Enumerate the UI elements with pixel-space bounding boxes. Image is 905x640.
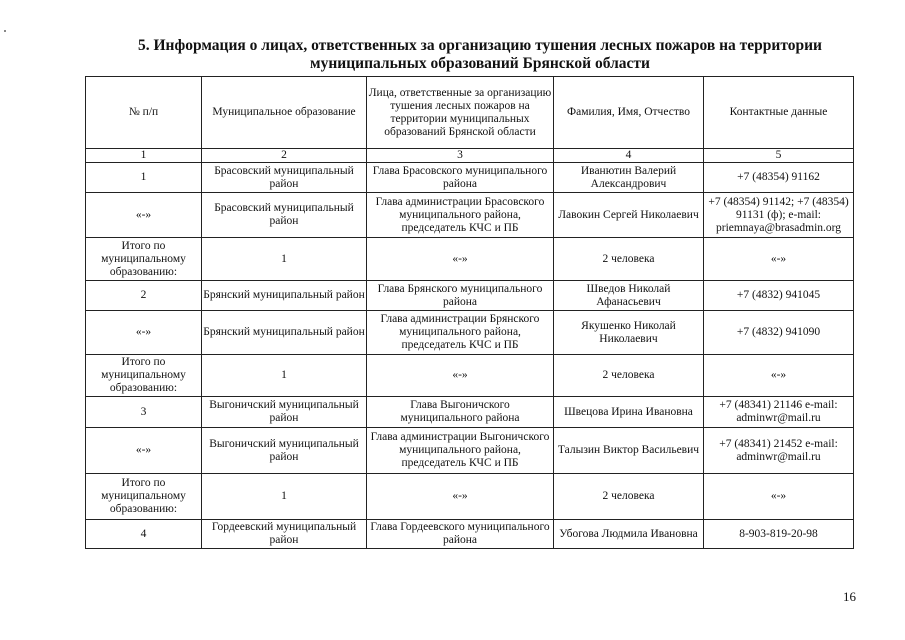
cell-contacts: +7 (48354) 91162 (704, 163, 854, 193)
cell-ditto: «-» (367, 355, 554, 397)
header-contacts: Контактные данные (704, 77, 854, 149)
page-number: 16 (843, 589, 856, 604)
cell-number: 4 (86, 520, 202, 549)
table-row (86, 163, 854, 193)
cell-municipality: Гордеевский муниципальный район (202, 520, 367, 549)
table-total-row (86, 238, 854, 281)
cell-number: «-» (86, 428, 202, 474)
cell-total-count: 1 (202, 355, 367, 397)
cell-responsible: Глава Брасовского муниципального района (367, 163, 554, 193)
cell-full-name: Убогова Людмила Ивановна (554, 520, 704, 549)
table-row (86, 397, 854, 428)
cell-persons-count: 2 человека (554, 474, 704, 520)
cell-persons-count: 2 человека (554, 238, 704, 281)
document-title-line-2: муниципальных образований Брянской области (310, 55, 650, 72)
cell-full-name: Лавокин Сергей Николаевич (554, 193, 704, 238)
cell-contacts: +7 (48341) 21452 e-mail: adminwr@mail.ru (704, 428, 854, 474)
cell-contacts: +7 (4832) 941045 (704, 281, 854, 311)
cell-full-name: Шведов Николай Афанасьевич (554, 281, 704, 311)
margin-mark (4, 30, 6, 32)
column-number: 5 (704, 149, 854, 163)
cell-number: «-» (86, 311, 202, 355)
header-municipality: Муниципальное образование (202, 77, 367, 149)
cell-total-count: 1 (202, 474, 367, 520)
cell-full-name: Швецова Ирина Ивановна (554, 397, 704, 428)
column-number: 4 (554, 149, 704, 163)
cell-number: 1 (86, 163, 202, 193)
cell-responsible: Глава Брянского муниципального района (367, 281, 554, 311)
column-number: 3 (367, 149, 554, 163)
header-responsible: Лица, ответственные за организацию тушения лесных пожаров на территории муниципальных образований Брянской области (367, 77, 554, 149)
cell-ditto: «-» (704, 355, 854, 397)
cell-municipality: Брянский муниципальный район (202, 281, 367, 311)
column-number-row (86, 149, 854, 163)
cell-responsible: Глава администрации Брасовского муниципального района, председатель КЧС и ПБ (367, 193, 554, 238)
header-full-name: Фамилия, Имя, Отчество (554, 77, 704, 149)
cell-municipality: Брасовский муниципальный район (202, 193, 367, 238)
table-row (86, 281, 854, 311)
cell-number: «-» (86, 193, 202, 238)
cell-responsible: Глава администрации Выгоничского муниципального района, председатель КЧС и ПБ (367, 428, 554, 474)
table-row (86, 311, 854, 355)
table-header-row (86, 77, 854, 149)
cell-contacts: 8-903-819-20-98 (704, 520, 854, 549)
cell-responsible: Глава Выгоничского муниципального района (367, 397, 554, 428)
cell-municipality: Брянский муниципальный район (202, 311, 367, 355)
column-number: 2 (202, 149, 367, 163)
cell-responsible: Глава Гордеевского муниципального района (367, 520, 554, 549)
cell-full-name: Иванютин Валерий Александрович (554, 163, 704, 193)
cell-total-label: Итого по муниципальному образованию: (86, 355, 202, 397)
cell-contacts: +7 (48341) 21146 e-mail: adminwr@mail.ru (704, 397, 854, 428)
cell-full-name: Талызин Виктор Васильевич (554, 428, 704, 474)
cell-responsible: Глава администрации Брянского муниципального района, председатель КЧС и ПБ (367, 311, 554, 355)
table-total-row (86, 474, 854, 520)
column-number: 1 (86, 149, 202, 163)
cell-ditto: «-» (367, 474, 554, 520)
table-total-row (86, 355, 854, 397)
table-row (86, 193, 854, 238)
header-number: № п/п (86, 77, 202, 149)
cell-municipality: Выгоничский муниципальный район (202, 397, 367, 428)
cell-number: 3 (86, 397, 202, 428)
cell-ditto: «-» (704, 474, 854, 520)
cell-total-label: Итого по муниципальному образованию: (86, 238, 202, 281)
cell-persons-count: 2 человека (554, 355, 704, 397)
table-row (86, 428, 854, 474)
cell-municipality: Брасовский муниципальный район (202, 163, 367, 193)
cell-total-label: Итого по муниципальному образованию: (86, 474, 202, 520)
cell-ditto: «-» (367, 238, 554, 281)
cell-municipality: Выгоничский муниципальный район (202, 428, 367, 474)
table-row (86, 520, 854, 549)
cell-number: 2 (86, 281, 202, 311)
cell-total-count: 1 (202, 238, 367, 281)
cell-contacts: +7 (4832) 941090 (704, 311, 854, 355)
responsible-persons-table (85, 76, 854, 549)
document-title-line-1: 5. Информация о лицах, ответственных за организацию тушения лесных пожаров на территории (137, 37, 822, 54)
cell-ditto: «-» (704, 238, 854, 281)
cell-contacts: +7 (48354) 91142; +7 (48354) 91131 (ф); e-mail: priemnaya@brasadmin.org (704, 193, 854, 238)
cell-full-name: Якушенко Николай Николаевич (554, 311, 704, 355)
